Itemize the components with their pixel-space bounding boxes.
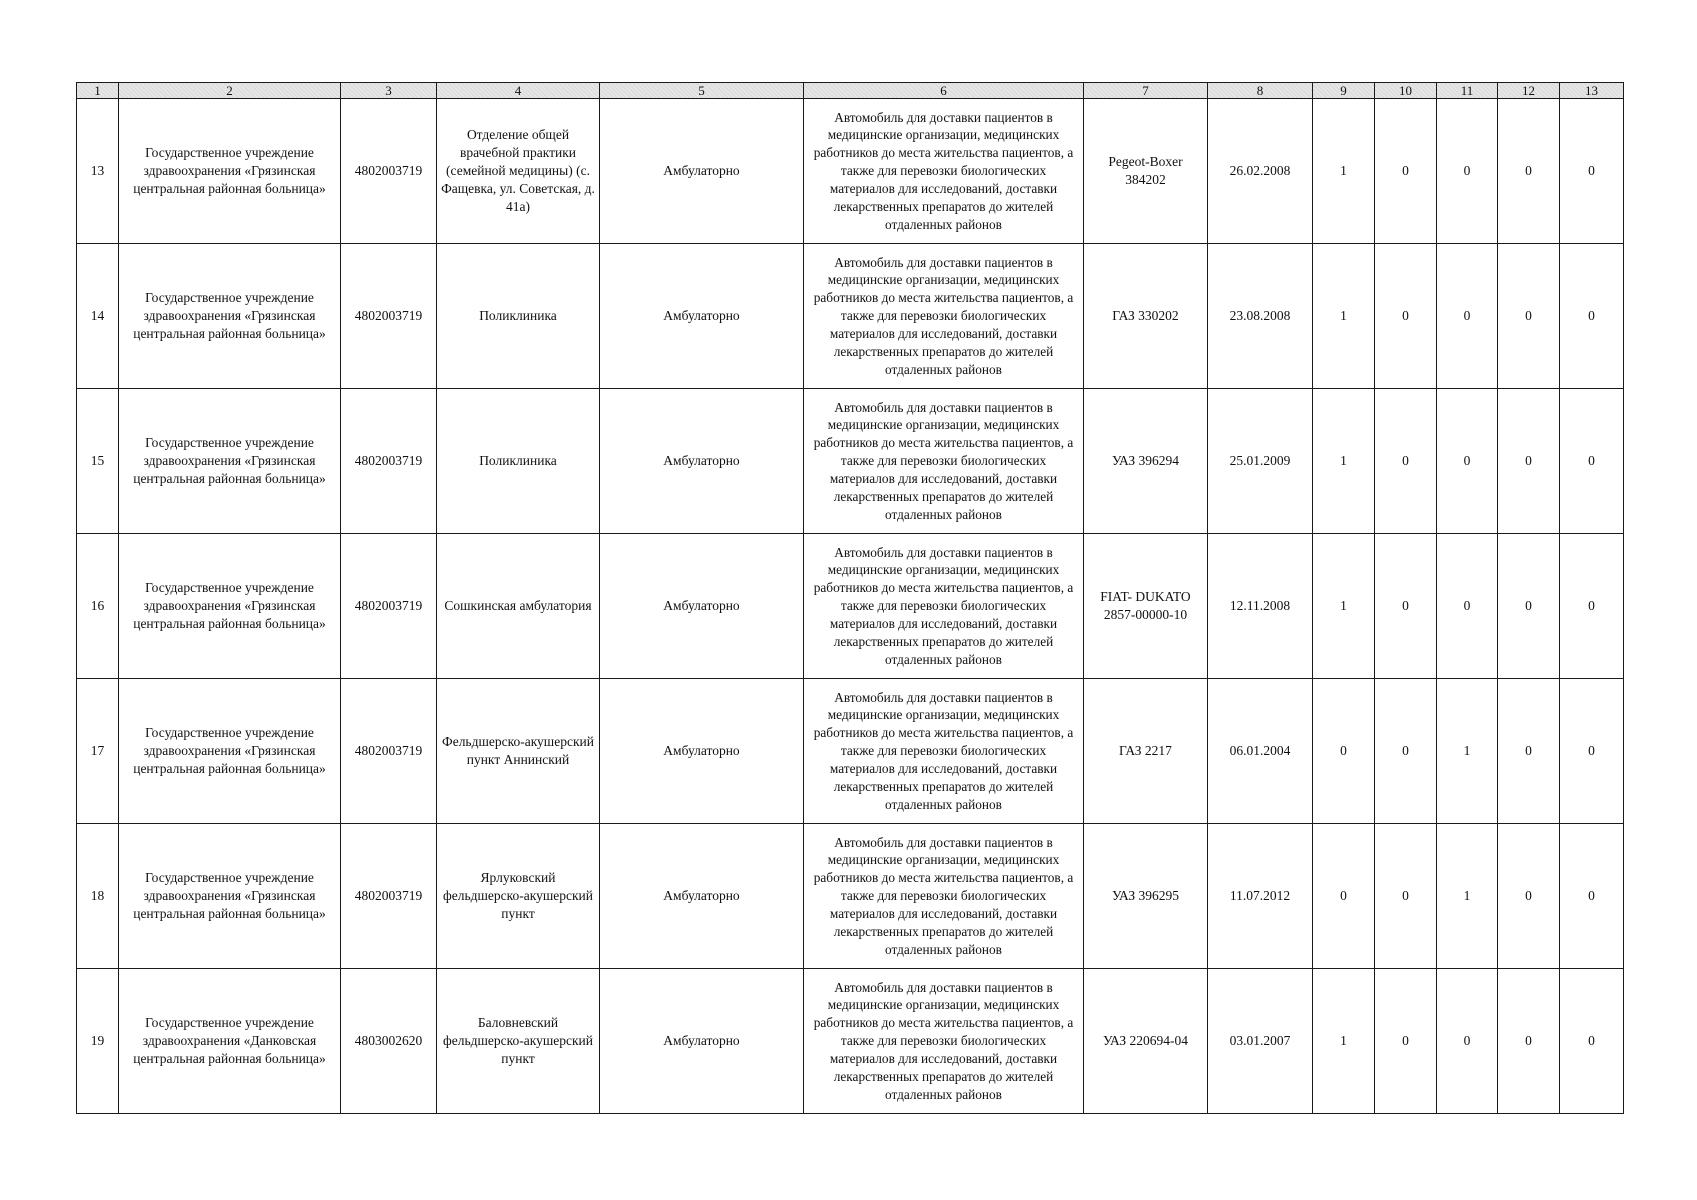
vehicle-date: 03.01.2007 <box>1208 969 1313 1114</box>
count-col-9: 1 <box>1313 389 1375 534</box>
table-row <box>77 534 1624 679</box>
organization-inn: 4802003719 <box>341 824 437 969</box>
vehicle-purpose: Автомобиль для доставки пациентов в медицинские организации, медицинских работников до места жительства пациентов, а также для перевозки биологических материалов для исследований, доставки лекарственных препаратов до жителей отдаленных районов <box>804 534 1084 679</box>
subdivision-name: Сошкинская амбулатория <box>437 534 600 679</box>
count-col-10: 0 <box>1375 99 1437 244</box>
vehicle-date: 11.07.2012 <box>1208 824 1313 969</box>
count-col-12: 0 <box>1498 824 1560 969</box>
subdivision-name: Отделение общей врачебной практики (семейной медицины) (с. Фащевка, ул. Советская, д. 41а) <box>437 99 600 244</box>
count-col-13: 0 <box>1560 244 1624 389</box>
vehicle-date: 23.08.2008 <box>1208 244 1313 389</box>
vehicle-registry-table <box>76 82 1624 1114</box>
subdivision-name: Поликлиника <box>437 244 600 389</box>
count-col-13: 0 <box>1560 969 1624 1114</box>
count-col-10: 0 <box>1375 824 1437 969</box>
vehicle-model: УАЗ 396295 <box>1084 824 1208 969</box>
count-col-13: 0 <box>1560 679 1624 824</box>
vehicle-date: 25.01.2009 <box>1208 389 1313 534</box>
column-number: 2 <box>119 83 341 99</box>
care-type: Амбулаторно <box>600 99 804 244</box>
count-col-11: 0 <box>1437 389 1498 534</box>
vehicle-model: ГАЗ 2217 <box>1084 679 1208 824</box>
column-number: 11 <box>1437 83 1498 99</box>
subdivision-name: Ярлуковский фельдшерско-акушерский пункт <box>437 824 600 969</box>
vehicle-model: УАЗ 396294 <box>1084 389 1208 534</box>
vehicle-purpose: Автомобиль для доставки пациентов в медицинские организации, медицинских работников до места жительства пациентов, а также для перевозки биологических материалов для исследований, доставки лекарственных препаратов до жителей отдаленных районов <box>804 824 1084 969</box>
organization-name: Государственное учреждение здравоохранения «Грязинская центральная районная больница» <box>119 99 341 244</box>
column-number: 10 <box>1375 83 1437 99</box>
row-number: 13 <box>77 99 119 244</box>
table-row <box>77 99 1624 244</box>
organization-name: Государственное учреждение здравоохранения «Грязинская центральная районная больница» <box>119 244 341 389</box>
table-row <box>77 969 1624 1114</box>
vehicle-date: 26.02.2008 <box>1208 99 1313 244</box>
column-number: 9 <box>1313 83 1375 99</box>
column-number-header <box>77 83 1624 99</box>
column-number: 4 <box>437 83 600 99</box>
table-row <box>77 244 1624 389</box>
column-number: 7 <box>1084 83 1208 99</box>
subdivision-name: Поликлиника <box>437 389 600 534</box>
count-col-10: 0 <box>1375 389 1437 534</box>
vehicle-purpose: Автомобиль для доставки пациентов в медицинские организации, медицинских работников до места жительства пациентов, а также для перевозки биологических материалов для исследований, доставки лекарственных препаратов до жителей отдаленных районов <box>804 389 1084 534</box>
organization-name: Государственное учреждение здравоохранения «Грязинская центральная районная больница» <box>119 534 341 679</box>
count-col-12: 0 <box>1498 534 1560 679</box>
count-col-9: 1 <box>1313 244 1375 389</box>
count-col-11: 0 <box>1437 969 1498 1114</box>
organization-name: Государственное учреждение здравоохранения «Грязинская центральная районная больница» <box>119 389 341 534</box>
count-col-11: 0 <box>1437 244 1498 389</box>
vehicle-model: FIAT- DUKATO 2857-00000-10 <box>1084 534 1208 679</box>
count-col-12: 0 <box>1498 244 1560 389</box>
count-col-11: 0 <box>1437 99 1498 244</box>
row-number: 17 <box>77 679 119 824</box>
row-number: 15 <box>77 389 119 534</box>
organization-name: Государственное учреждение здравоохранения «Данковская центральная районная больница» <box>119 969 341 1114</box>
header-row <box>77 83 1624 99</box>
subdivision-name: Баловневский фельдшерско-акушерский пункт <box>437 969 600 1114</box>
organization-inn: 4802003719 <box>341 679 437 824</box>
organization-name: Государственное учреждение здравоохранения «Грязинская центральная районная больница» <box>119 824 341 969</box>
count-col-11: 1 <box>1437 679 1498 824</box>
organization-inn: 4803002620 <box>341 969 437 1114</box>
care-type: Амбулаторно <box>600 969 804 1114</box>
column-number: 6 <box>804 83 1084 99</box>
count-col-13: 0 <box>1560 389 1624 534</box>
count-col-9: 1 <box>1313 969 1375 1114</box>
table-body <box>77 99 1624 1114</box>
count-col-9: 0 <box>1313 824 1375 969</box>
column-number: 3 <box>341 83 437 99</box>
vehicle-purpose: Автомобиль для доставки пациентов в медицинские организации, медицинских работников до места жительства пациентов, а также для перевозки биологических материалов для исследований, доставки лекарственных препаратов до жителей отдаленных районов <box>804 99 1084 244</box>
count-col-10: 0 <box>1375 244 1437 389</box>
count-col-13: 0 <box>1560 824 1624 969</box>
organization-inn: 4802003719 <box>341 389 437 534</box>
row-number: 19 <box>77 969 119 1114</box>
care-type: Амбулаторно <box>600 534 804 679</box>
organization-inn: 4802003719 <box>341 244 437 389</box>
organization-inn: 4802003719 <box>341 534 437 679</box>
count-col-9: 0 <box>1313 679 1375 824</box>
count-col-12: 0 <box>1498 969 1560 1114</box>
row-number: 14 <box>77 244 119 389</box>
count-col-10: 0 <box>1375 534 1437 679</box>
vehicle-model: ГАЗ 330202 <box>1084 244 1208 389</box>
table-row <box>77 824 1624 969</box>
care-type: Амбулаторно <box>600 679 804 824</box>
care-type: Амбулаторно <box>600 244 804 389</box>
column-number: 1 <box>77 83 119 99</box>
count-col-11: 1 <box>1437 824 1498 969</box>
organization-inn: 4802003719 <box>341 99 437 244</box>
count-col-13: 0 <box>1560 99 1624 244</box>
care-type: Амбулаторно <box>600 389 804 534</box>
vehicle-model: УАЗ 220694-04 <box>1084 969 1208 1114</box>
vehicle-purpose: Автомобиль для доставки пациентов в медицинские организации, медицинских работников до места жительства пациентов, а также для перевозки биологических материалов для исследований, доставки лекарственных препаратов до жителей отдаленных районов <box>804 969 1084 1114</box>
count-col-11: 0 <box>1437 534 1498 679</box>
count-col-9: 1 <box>1313 534 1375 679</box>
column-number: 13 <box>1560 83 1624 99</box>
care-type: Амбулаторно <box>600 824 804 969</box>
count-col-10: 0 <box>1375 969 1437 1114</box>
column-number: 5 <box>600 83 804 99</box>
count-col-13: 0 <box>1560 534 1624 679</box>
vehicle-date: 12.11.2008 <box>1208 534 1313 679</box>
count-col-12: 0 <box>1498 679 1560 824</box>
column-number: 8 <box>1208 83 1313 99</box>
vehicle-date: 06.01.2004 <box>1208 679 1313 824</box>
count-col-9: 1 <box>1313 99 1375 244</box>
table-row <box>77 389 1624 534</box>
subdivision-name: Фельдшерско-акушерский пункт Аннинский <box>437 679 600 824</box>
count-col-12: 0 <box>1498 389 1560 534</box>
count-col-12: 0 <box>1498 99 1560 244</box>
row-number: 18 <box>77 824 119 969</box>
count-col-10: 0 <box>1375 679 1437 824</box>
table-row <box>77 679 1624 824</box>
vehicle-model: Pegeot-Boxer 384202 <box>1084 99 1208 244</box>
row-number: 16 <box>77 534 119 679</box>
vehicle-purpose: Автомобиль для доставки пациентов в медицинские организации, медицинских работников до места жительства пациентов, а также для перевозки биологических материалов для исследований, доставки лекарственных препаратов до жителей отдаленных районов <box>804 679 1084 824</box>
vehicle-purpose: Автомобиль для доставки пациентов в медицинские организации, медицинских работников до места жительства пациентов, а также для перевозки биологических материалов для исследований, доставки лекарственных препаратов до жителей отдаленных районов <box>804 244 1084 389</box>
column-number: 12 <box>1498 83 1560 99</box>
organization-name: Государственное учреждение здравоохранения «Грязинская центральная районная больница» <box>119 679 341 824</box>
